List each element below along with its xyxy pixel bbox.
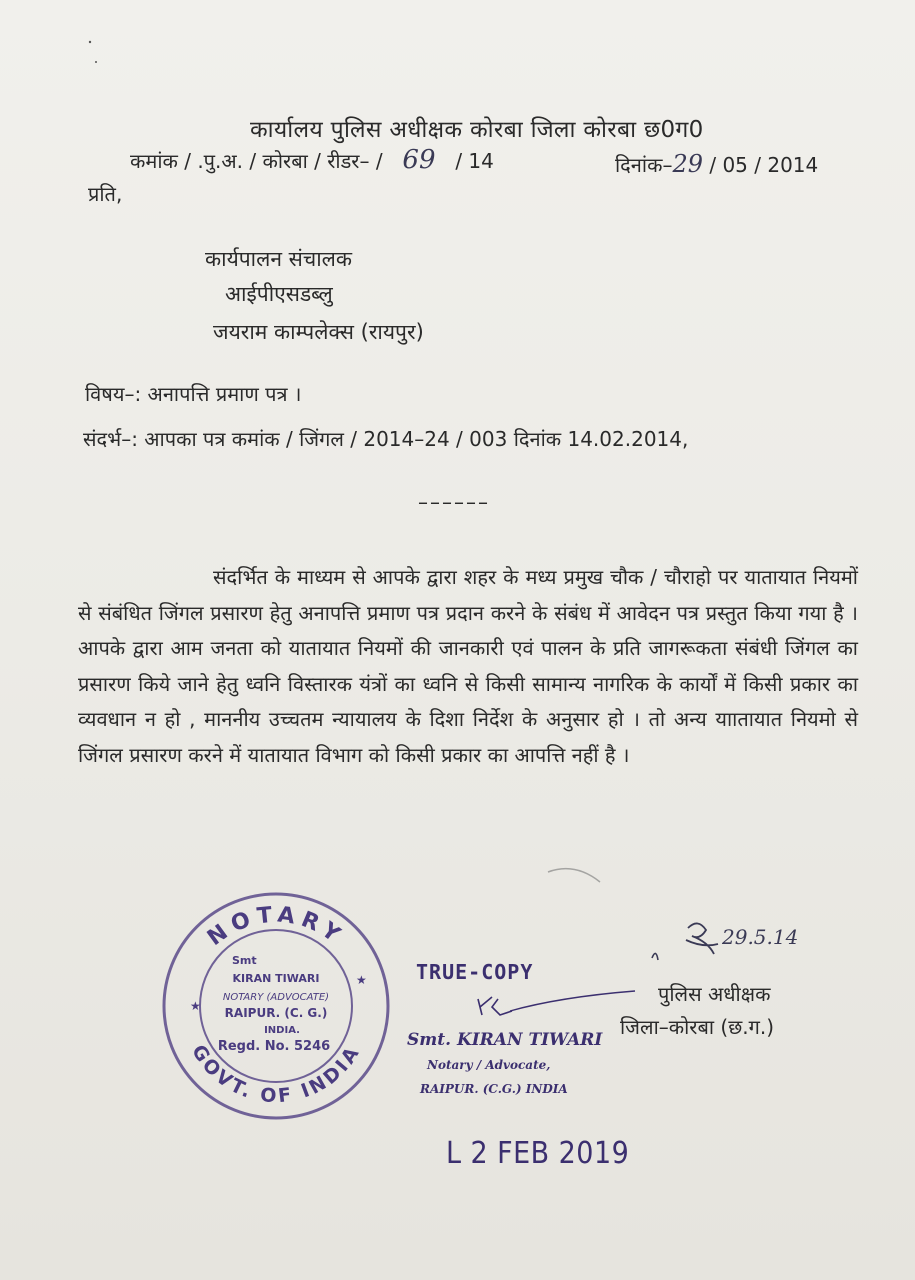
designation-line-1: पुलिस अधीक्षक: [658, 982, 771, 1006]
notary-stamp: [160, 890, 392, 1122]
date-label: दिनांक–: [615, 153, 673, 177]
notary-title: Notary / Advocate,: [427, 1058, 551, 1072]
office-title: कार्यालय पुलिस अधीक्षक कोरबा जिला कोरबा छ0ग0: [250, 117, 704, 143]
reference-line: संदर्भ–: आपका पत्र कमांक / जिंगल / 2014–24 / 003 दिनांक 14.02.2014,: [83, 427, 689, 451]
subject-line: विषय–: अनापत्ति प्रमाण पत्र ।: [85, 382, 302, 406]
to-label: प्रति,: [88, 182, 123, 206]
reference-number-line: [130, 145, 494, 175]
ref-suffix: / 14: [455, 149, 494, 173]
addressee-line-3: जयराम काम्पलेक्स (रायपुर): [213, 320, 424, 344]
stamp-line-2: KIRAN TIWARI: [232, 972, 320, 985]
designation-line-2: जिला–कोरबा (छ.ग.): [620, 1015, 775, 1039]
separator: ––––––: [418, 490, 490, 514]
stamp-date: L 2 FEB 2019: [446, 1136, 630, 1171]
stamp-line-4: RAIPUR. (C. G.): [224, 1006, 328, 1020]
stamp-line-1: Smt: [232, 954, 257, 967]
stamp-top-arc: NOTARY: [203, 902, 350, 952]
addressee-line-1: कार्यपालन संचालक: [205, 247, 353, 271]
stamp-bottom-arc: GOVT. OF INDIA: [187, 1041, 365, 1108]
stamp-line-5: INDIA.: [264, 1025, 300, 1036]
date-day-handwritten: 29: [672, 150, 703, 178]
stamp-star-left-icon: ★: [190, 999, 201, 1013]
ref-prefix: कमांक / .पु.अ. / कोरबा / रीडर– /: [130, 149, 383, 173]
stamp-line-6: Regd. No. 5246: [217, 1039, 331, 1054]
signature-date-handwritten: 29.5.14: [722, 925, 799, 949]
letter-date: [615, 150, 818, 178]
date-rest: / 05 / 2014: [709, 153, 819, 177]
stamp-line-3: NOTARY (ADVOCATE): [222, 992, 330, 1003]
notary-name: Smt. KIRAN TIWARI: [407, 1030, 603, 1050]
ref-number-handwritten: 69: [402, 145, 436, 175]
notary-city: RAIPUR. (C.G.) INDIA: [420, 1082, 568, 1096]
addressee-line-2: आईपीएसडब्लु: [225, 282, 333, 306]
true-copy-label: TRUE-COPY: [416, 960, 534, 984]
letter-body: संदर्भित के माध्यम से आपके द्वारा शहर के मध्य प्रमुख चौक / चौराहो पर यातायात नियमों से संबंधित जिंगल प्रसारण हेतु अनापत्ति प्रमाण पत्र प्रदान करने के संबंध में आवेदन पत्र प्रस्तुत किया गया है । आपके द्वारा आम जनता को यातायात नियमों की जानकारी एवं पालन के प्रति जागरूकता संबंधी जिंगल का प्रसारण किये जाने हेतु ध्वनि विस्तारक यंत्रों का ध्वनि से किसी सामान्य नागरिक के कार्यों में किसी प्रकार का व्यवधान न हो , माननीय उच्चतम न्यायालय के दिशा निर्देश के अनुसार हो । तो अन्य याातायात नियमो से जिंगल प्रसारण करने में यातायात विभाग को किसी प्रकार का आपत्ति नहीं है ।: [78, 565, 858, 767]
stamp-star-right-icon: ★: [356, 973, 367, 987]
notary-signature-icon: [470, 985, 640, 1025]
